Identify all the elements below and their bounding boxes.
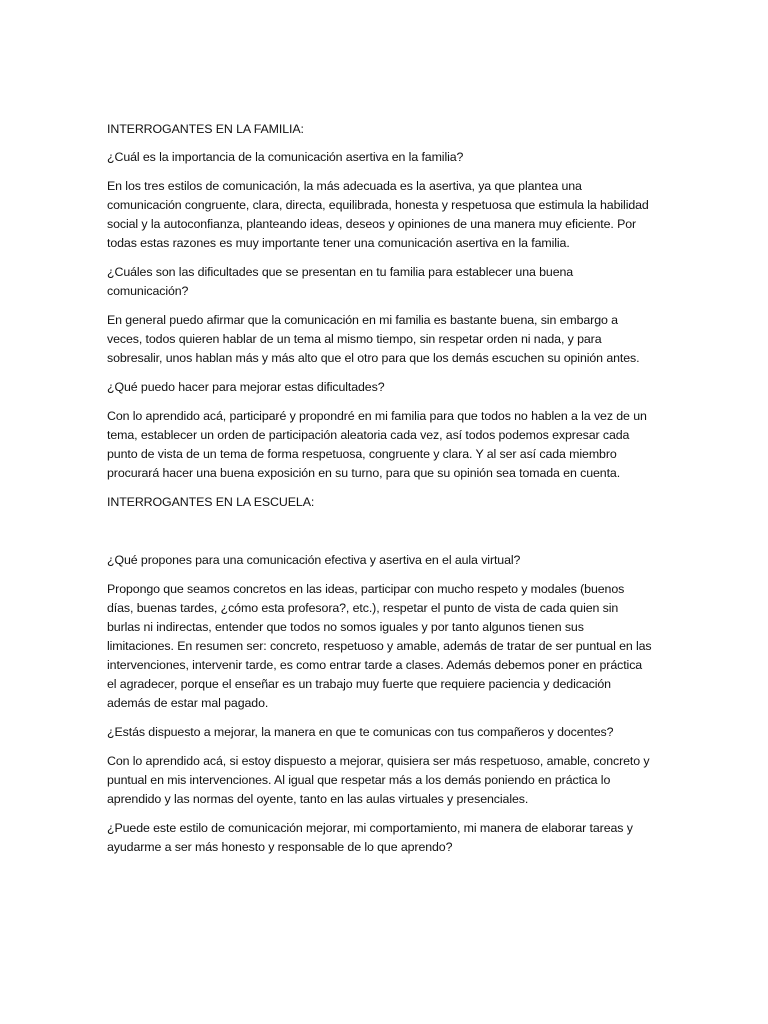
escuela-question-1: ¿Qué propones para una comunicación efectiva y asertiva en el aula virtual? — [107, 553, 521, 567]
familia-answer-2: En general puedo afirmar que la comunicación en mi familia es bastante buena, sin embargo a veces, todos quieren hablar de un tema al mismo tiempo, sin respetar orden ni nada, y para sobresalir, unos hablan más y más alto que el otro para que los demás escuchen su opinión antes. — [107, 313, 640, 365]
escuela-question-2: ¿Estás dispuesto a mejorar, la manera en que te comunicas con tus compañeros y docentes? — [107, 725, 614, 739]
familia-answer-1: En los tres estilos de comunicación, la más adecuada es la asertiva, ya que plantea una comunicación congruente, clara, directa, equilibrada, honesta y respetuosa que estimula la habilidad social y la autoconfianza, planteando ideas, deseos y opiniones de una manera muy eficiente. Por todas estas razones es muy importante tener una comunicación asertiva en la familia. — [107, 179, 649, 250]
familia-question-1: ¿Cuál es la importancia de la comunicación asertiva en la familia? — [107, 150, 464, 164]
escuela-question-3: ¿Puede este estilo de comunicación mejorar, mi comportamiento, mi manera de elaborar tareas y ayudarme a ser más honesto y responsable de lo que aprendo? — [107, 821, 633, 854]
escuela-answer-1: Propongo que seamos concretos en las ideas, participar con mucho respeto y modales (buenos días, buenas tardes, ¿cómo esta profesora?, etc.), respetar el punto de vista de cada quien sin burlas ni indirectas, entender que todos no somos iguales y por tanto algunos tienen sus limitaciones. En resumen ser: concreto, respetuoso y amable, además de tratar de ser puntual en las intervenciones, intervenir tarde, es como entrar tarde a clases. Además debemos poner en práctica el agradecer, porque el enseñar es un trabajo muy fuerte que requiere paciencia y dedicación además de estar mal pagado. — [107, 582, 652, 710]
familia-answer-3: Con lo aprendido acá, participaré y propondré en mi familia para que todos no hablen a la vez de un tema, establecer un orden de participación aleatoria cada vez, así todos podemos expresar cada punto de vista de un tema de forma respetuosa, congruente y clara. Y al ser así cada miembro procurará hacer una buena exposición en su turno, para que su opinión sea tomada en cuenta. — [107, 409, 647, 480]
escuela-answer-2: Con lo aprendido acá, si estoy dispuesto a mejorar, quisiera ser más respetuoso, amable, concreto y puntual en mis intervenciones. Al igual que respetar más a los demás poniendo en práctica lo aprendido y las normas del oyente, tanto en las aulas virtuales y presenciales. — [107, 754, 650, 806]
escuela-heading: INTERROGANTES EN LA ESCUELA: — [107, 495, 315, 509]
familia-question-3: ¿Qué puedo hacer para mejorar estas dificultades? — [107, 380, 385, 394]
familia-question-2: ¿Cuáles son las dificultades que se presentan en tu familia para establecer una buena comunicación? — [107, 265, 574, 298]
familia-heading: INTERROGANTES EN LA FAMILIA: — [107, 122, 304, 136]
document-page — [107, 120, 653, 867]
